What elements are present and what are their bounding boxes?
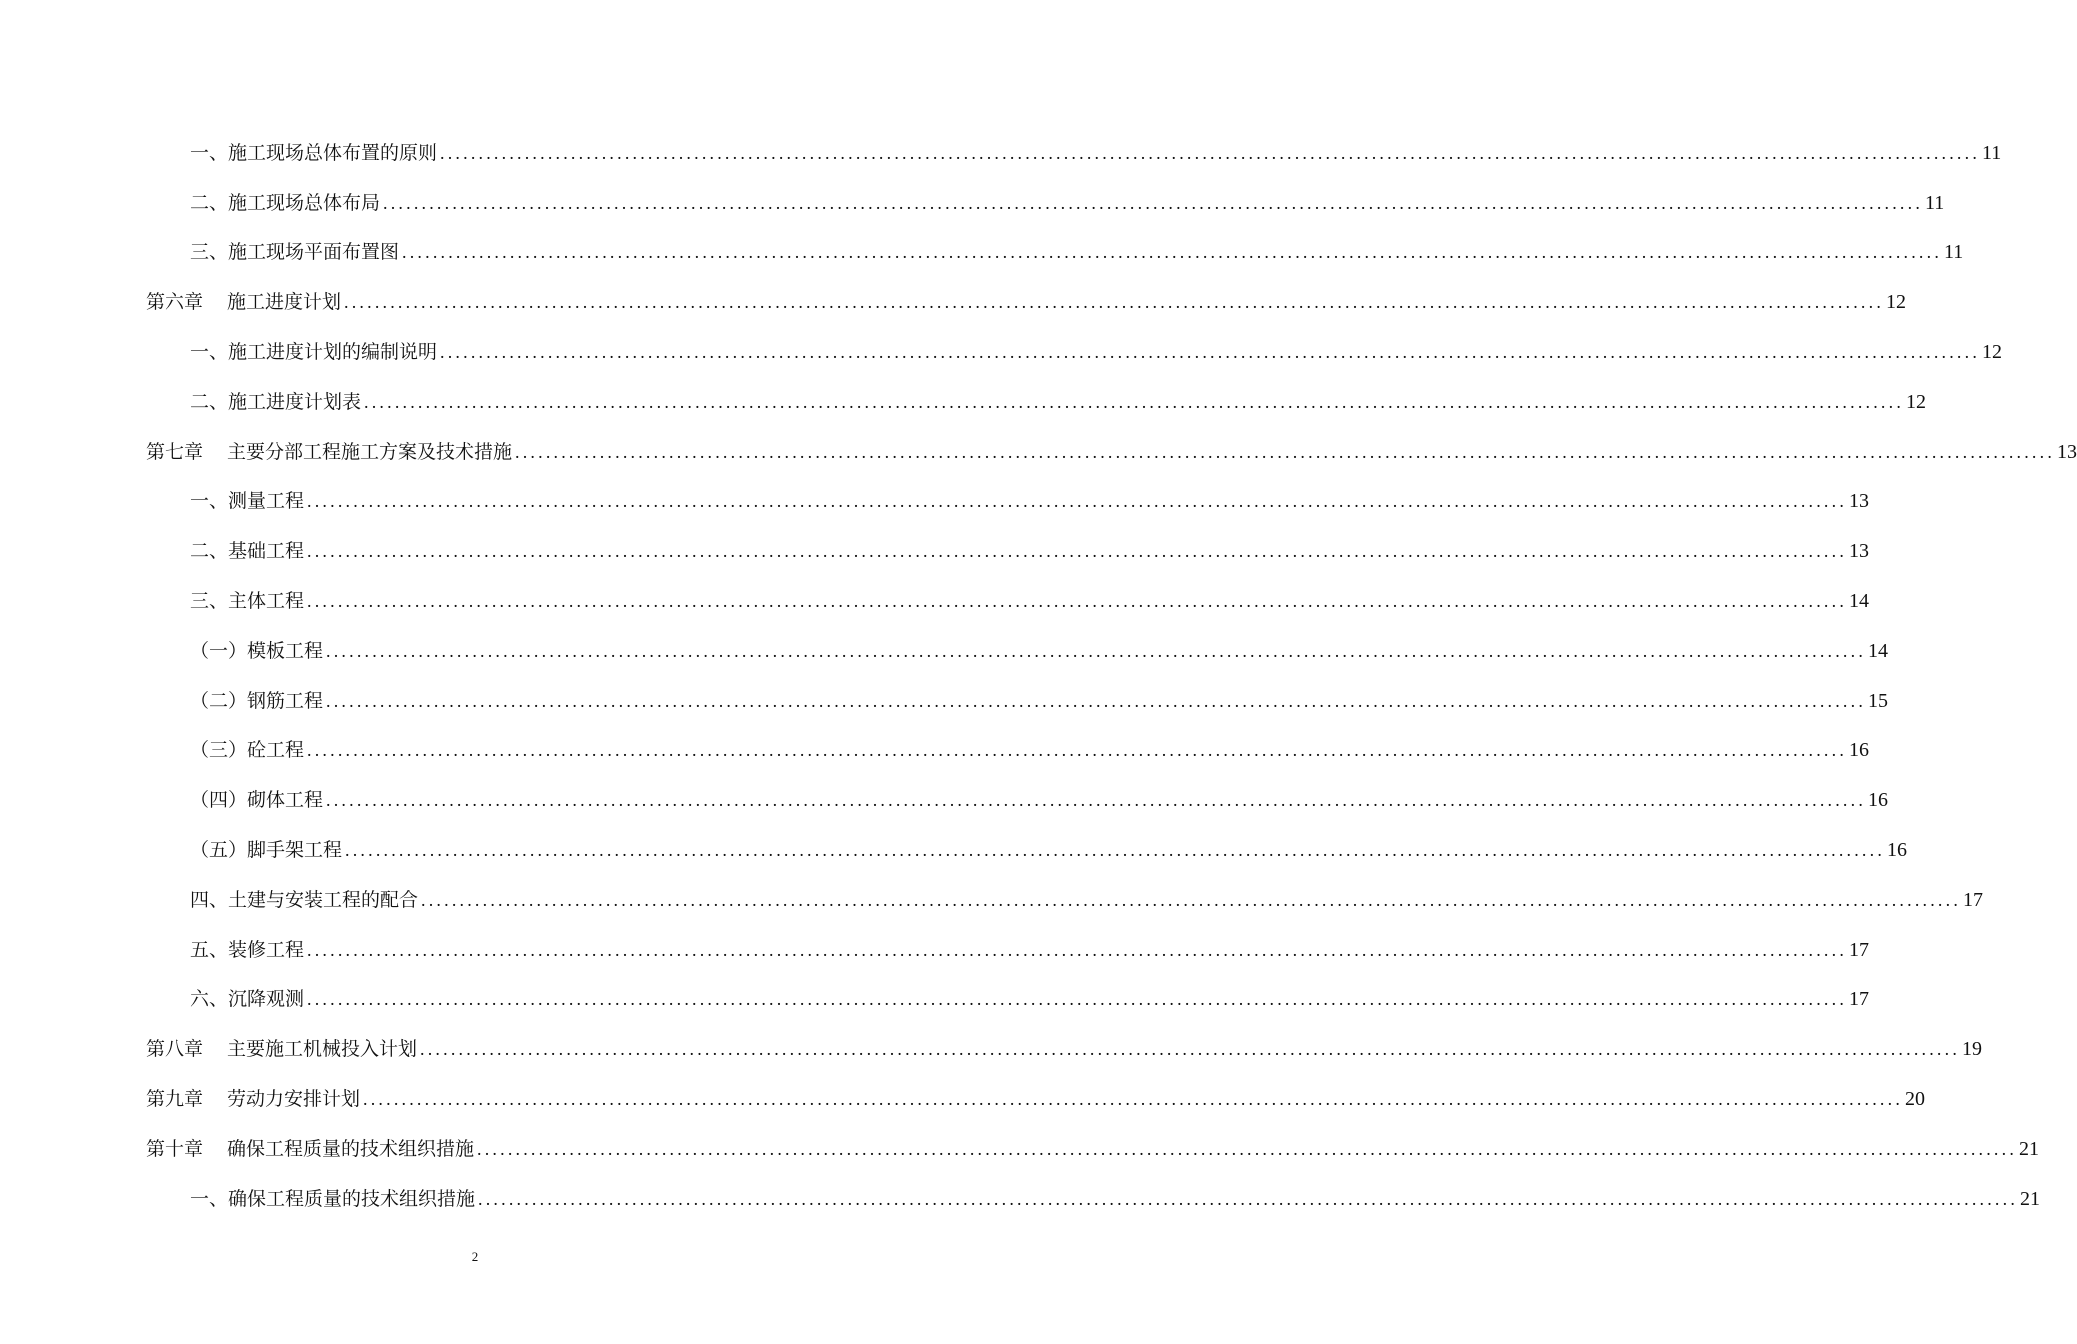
toc-entry-page: 17 (1963, 888, 1984, 911)
toc-section-entry[interactable] (0, 178, 1945, 228)
toc-entry-title: 模板工程 (247, 639, 324, 662)
toc-entry-page: 14 (1849, 590, 1870, 613)
toc-entry-title: 沉降观测 (228, 988, 305, 1011)
toc-entry-title: 主要施工机械投入计划 (227, 1038, 418, 1061)
toc-entry-number: 二、 (190, 390, 229, 413)
toc-entry-title: 装修工程 (228, 938, 305, 961)
toc-entry-number: （四） (190, 789, 248, 812)
toc-entry-title: 施工进度计划 (227, 291, 342, 314)
table-of-contents (0, 128, 2077, 1224)
toc-entry-number: 一、 (190, 490, 229, 513)
toc-entry-page: 21 (2019, 1137, 2040, 1160)
toc-dot-leader: ........................................................................................................................................................................................................ (383, 192, 1924, 213)
toc-entry-page: 16 (1849, 739, 1870, 762)
toc-entry-page: 21 (2020, 1187, 2041, 1210)
toc-entry-page: 13 (2057, 440, 2077, 463)
toc-entry-title: 施工现场总体布置的原则 (228, 141, 438, 164)
toc-entry-number: 三、 (190, 241, 229, 264)
toc-entry-title: 脚手架工程 (247, 839, 343, 862)
page-number: 2 (471, 1249, 479, 1264)
toc-dot-leader: ........................................................................................................................................................................................................ (363, 1089, 1904, 1110)
toc-section-entry[interactable] (0, 327, 2003, 377)
toc-entry-page: 13 (1849, 490, 1870, 513)
toc-entry-number: 二、 (190, 191, 229, 214)
toc-section-entry[interactable] (0, 726, 1870, 776)
toc-section-entry[interactable] (0, 825, 1908, 875)
toc-entry-title: 主体工程 (228, 590, 305, 613)
toc-chapter-entry[interactable] (0, 277, 1907, 327)
toc-entry-number: 一、 (190, 141, 229, 164)
toc-dot-leader: ........................................................................................................................................................................................................ (478, 1188, 2019, 1209)
toc-entry-page: 11 (1944, 241, 1964, 264)
toc-section-entry[interactable] (0, 875, 1984, 925)
toc-entry-number: 四、 (190, 888, 229, 911)
toc-entry-number: （三） (190, 739, 248, 762)
toc-dot-leader: ........................................................................................................................................................................................................ (345, 840, 1886, 861)
toc-section-entry[interactable] (0, 975, 1870, 1025)
toc-section-entry[interactable] (0, 626, 1889, 676)
toc-chapter-entry[interactable] (0, 1124, 2040, 1174)
toc-dot-leader: ........................................................................................................................................................................................................ (307, 541, 1848, 562)
toc-entry-page: 20 (1905, 1088, 1926, 1111)
toc-dot-leader: ........................................................................................................................................................................................................ (326, 640, 1867, 661)
toc-chapter-entry[interactable] (0, 1024, 1983, 1074)
toc-section-entry[interactable] (0, 1174, 2041, 1224)
toc-section-entry[interactable] (0, 477, 1870, 527)
toc-section-entry[interactable] (0, 128, 2002, 178)
toc-dot-leader: ........................................................................................................................................................................................................ (440, 142, 1981, 163)
toc-entry-page: 11 (1925, 191, 1945, 214)
toc-entry-page: 12 (1886, 291, 1907, 314)
toc-entry-number: 二、 (190, 540, 229, 563)
toc-entry-number: 五、 (190, 938, 229, 961)
toc-entry-title: 施工进度计划的编制说明 (228, 341, 438, 364)
toc-entry-title: 基础工程 (228, 540, 305, 563)
toc-entry-title: 测量工程 (228, 490, 305, 513)
toc-entry-number: （五） (190, 839, 248, 862)
toc-dot-leader: ........................................................................................................................................................................................................ (421, 889, 1962, 910)
toc-entry-number: 一、 (190, 1187, 229, 1210)
toc-dot-leader: ........................................................................................................................................................................................................ (364, 391, 1905, 412)
toc-entry-page: 15 (1868, 689, 1889, 712)
toc-entry-title: 劳动力安排计划 (227, 1088, 361, 1111)
toc-entry-number: 六、 (190, 988, 229, 1011)
toc-entry-page: 17 (1849, 938, 1870, 961)
toc-section-entry[interactable] (0, 775, 1889, 825)
toc-entry-title: 砌体工程 (247, 789, 324, 812)
toc-entry-title: 施工现场总体布局 (228, 191, 381, 214)
toc-dot-leader: ........................................................................................................................................................................................................ (420, 1039, 1961, 1060)
toc-entry-title: 砼工程 (247, 739, 305, 762)
toc-entry-title: 主要分部工程施工方案及技术措施 (227, 440, 513, 463)
toc-section-entry[interactable] (0, 228, 1964, 278)
toc-entry-page: 16 (1868, 789, 1889, 812)
toc-dot-leader: ........................................................................................................................................................................................................ (515, 441, 2056, 462)
toc-entry-number: 第六章 (146, 291, 204, 314)
toc-dot-leader: ........................................................................................................................................................................................................ (344, 292, 1885, 313)
toc-entry-number: 第七章 (146, 440, 204, 463)
toc-entry-page: 13 (1849, 540, 1870, 563)
toc-entry-number: 第八章 (146, 1038, 204, 1061)
toc-dot-leader: ........................................................................................................................................................................................................ (402, 242, 1943, 263)
toc-entry-page: 12 (1982, 341, 2003, 364)
toc-dot-leader: ........................................................................................................................................................................................................ (307, 591, 1848, 612)
toc-section-entry[interactable] (0, 925, 1870, 975)
toc-section-entry[interactable] (0, 377, 1927, 427)
toc-dot-leader: ........................................................................................................................................................................................................ (326, 790, 1867, 811)
toc-dot-leader: ........................................................................................................................................................................................................ (307, 740, 1848, 761)
toc-dot-leader: ........................................................................................................................................................................................................ (307, 939, 1848, 960)
toc-entry-page: 11 (1982, 141, 2002, 164)
toc-entry-number: （一） (190, 639, 248, 662)
toc-entry-page: 12 (1906, 390, 1927, 413)
toc-section-entry[interactable] (0, 526, 1870, 576)
toc-section-entry[interactable] (0, 676, 1889, 726)
toc-entry-title: 确保工程质量的技术组织措施 (227, 1137, 475, 1160)
toc-chapter-entry[interactable] (0, 1074, 1926, 1124)
toc-entry-number: （二） (190, 689, 248, 712)
toc-entry-page: 16 (1887, 839, 1908, 862)
toc-entry-title: 施工进度计划表 (228, 390, 362, 413)
toc-dot-leader: ........................................................................................................................................................................................................ (307, 491, 1848, 512)
toc-entry-page: 17 (1849, 988, 1870, 1011)
toc-entry-title: 确保工程质量的技术组织措施 (228, 1187, 476, 1210)
toc-entry-title: 钢筋工程 (247, 689, 324, 712)
toc-entry-title: 施工现场平面布置图 (228, 241, 400, 264)
toc-dot-leader: ........................................................................................................................................................................................................ (477, 1138, 2018, 1159)
toc-entry-title: 土建与安装工程的配合 (228, 888, 419, 911)
toc-entry-number: 三、 (190, 590, 229, 613)
toc-entry-number: 第十章 (146, 1137, 204, 1160)
toc-dot-leader: ........................................................................................................................................................................................................ (440, 342, 1981, 363)
toc-chapter-entry[interactable] (0, 427, 2077, 477)
toc-entry-page: 19 (1962, 1038, 1983, 1061)
toc-section-entry[interactable] (0, 576, 1870, 626)
toc-entry-number: 第九章 (146, 1088, 204, 1111)
toc-entry-page: 14 (1868, 639, 1889, 662)
toc-dot-leader: ........................................................................................................................................................................................................ (307, 989, 1848, 1010)
toc-entry-number: 一、 (190, 341, 229, 364)
toc-dot-leader: ........................................................................................................................................................................................................ (326, 690, 1867, 711)
